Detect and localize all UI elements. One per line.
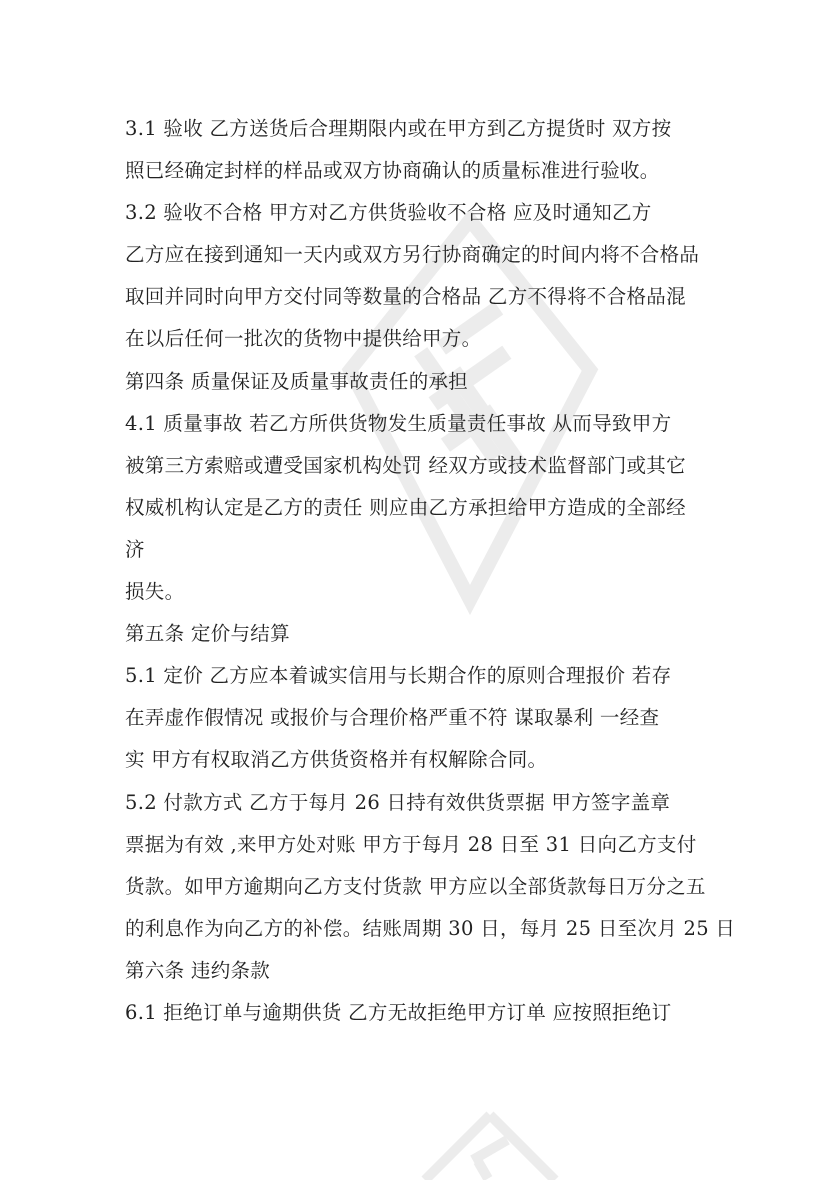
- continuation-line: 票据为有效 ,来甲方处对账 甲方于每月 28 日至 31 日向乙方支付: [125, 832, 697, 856]
- article-heading: 第四条 质量保证及质量事故责任的承担: [125, 369, 469, 393]
- clause-line: 5.1 定价 乙方应本着诚实信用与长期合作的原则合理报价 若存: [125, 664, 672, 688]
- document-body: [125, 108, 736, 1034]
- continuation-line: 照已经确定封样的样品或双方协商确认的质量标准进行验收。: [125, 159, 660, 183]
- continuation-line: 在以后任何一批次的货物中提供给甲方。: [125, 327, 482, 351]
- continuation-line: 的利息作为向乙方的补偿。结账周期 30 日，每月 25 日至次月 25 日: [125, 916, 736, 940]
- clause-line: 4.1 质量事故 若乙方所供货物发生质量责任事故 从而导致甲方: [125, 411, 672, 435]
- continuation-line: 乙方应在接到通知一天内或双方另行协商确定的时间内将不合格品: [125, 243, 700, 267]
- clause-line: 6.1 拒绝订单与逾期供货 乙方无故拒绝甲方订单 应按照拒绝订: [125, 1000, 672, 1024]
- continuation-line: 济: [125, 537, 145, 561]
- article-heading: 第六条 违约条款: [125, 958, 271, 982]
- continuation-line: 实 甲方有权取消乙方供货资格并有权解除合同。: [125, 748, 548, 772]
- continuation-line: 货款。如甲方逾期向乙方支付货款 甲方应以全部货款每日万分之五: [125, 874, 706, 898]
- watermark-icon: [420, 1110, 560, 1180]
- clause-line: 5.2 付款方式 乙方于每月 26 日持有效供货票据 甲方签字盖章: [125, 790, 671, 814]
- continuation-line: 权威机构认定是乙方的责任 则应由乙方承担给甲方造成的全部经: [125, 495, 686, 519]
- continuation-line: 损失。: [125, 580, 185, 604]
- continuation-line: 被第三方索赔或遭受国家机构处罚 经双方或技术监督部门或其它: [125, 453, 686, 477]
- clause-line: 3.2 验收不合格 甲方对乙方供货验收不合格 应及时通知乙方: [125, 201, 652, 225]
- continuation-line: 在弄虚作假情况 或报价与合理价格严重不符 谋取暴利 一经查: [125, 706, 660, 730]
- clause-line: 3.1 验收 乙方送货后合理期限内或在甲方到乙方提货时 双方按: [125, 117, 672, 140]
- article-heading: 第五条 定价与结算: [125, 622, 290, 646]
- continuation-line: 取回并同时向甲方交付同等数量的合格品 乙方不得将不合格品混: [125, 285, 686, 309]
